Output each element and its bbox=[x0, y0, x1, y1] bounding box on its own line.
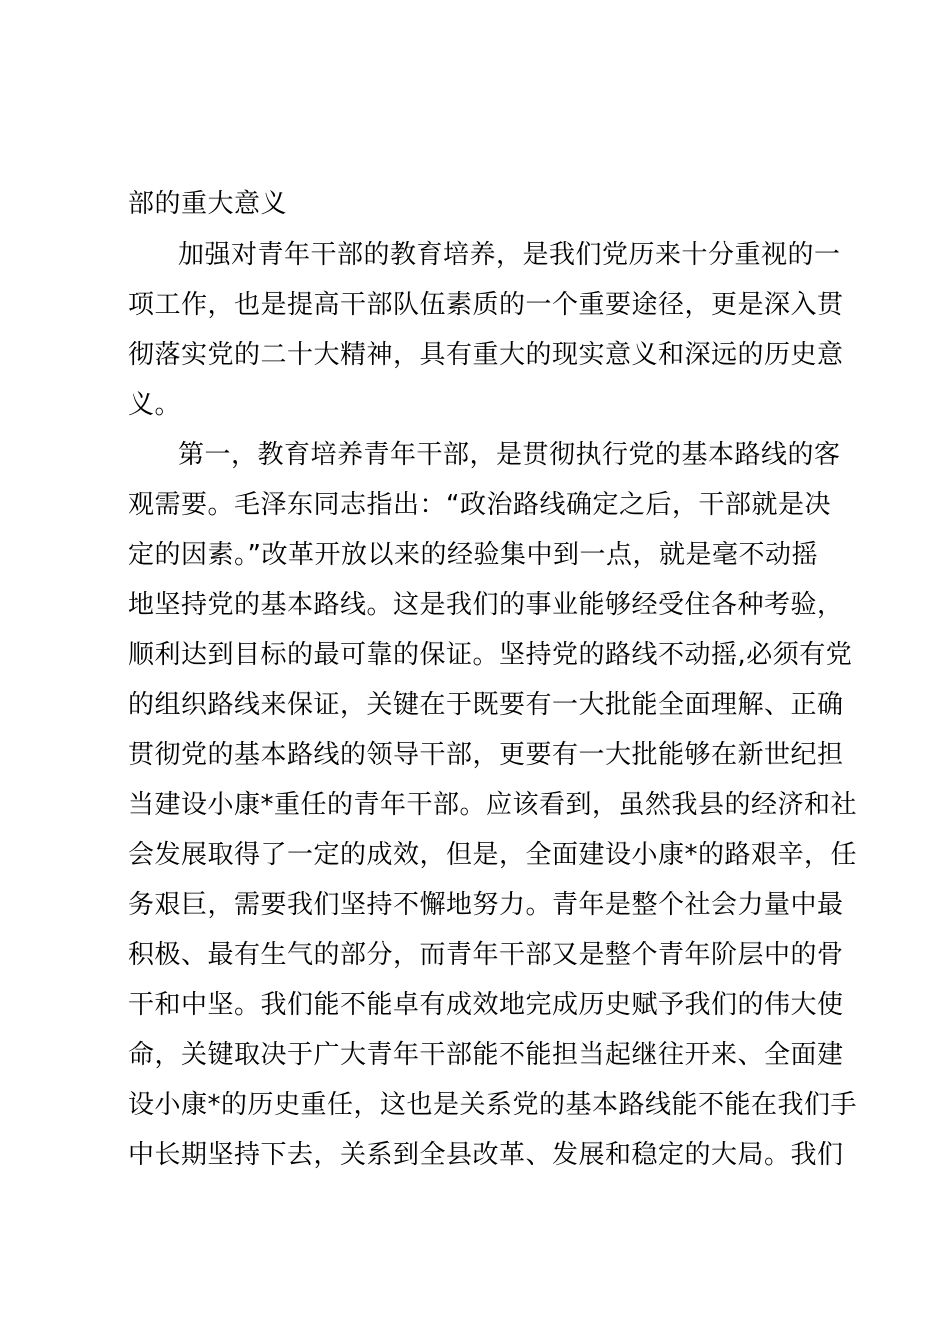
paragraph-line: 会发展取得了一定的成效，但是，全面建设小康*的路艰辛，任 bbox=[128, 840, 858, 870]
paragraph-line: 的组织路线来保证，关键在于既要有一大批能全面理解、正确 bbox=[128, 690, 844, 720]
paragraph-line: 贯彻党的基本路线的领导干部，更要有一大批能够在新世纪担 bbox=[128, 740, 844, 770]
paragraph-line: 积极、最有生气的部分，而青年干部又是整个青年阶层中的骨 bbox=[128, 940, 844, 970]
paragraph-line: 设小康*的历史重任，这也是关系党的基本路线能不能在我们手 bbox=[128, 1090, 858, 1120]
paragraph-line: 彻落实党的二十大精神，具有重大的现实意义和深远的历史意 bbox=[128, 340, 844, 370]
paragraph-line: 义。 bbox=[128, 390, 182, 420]
paragraph-line: 中长期坚持下去，关系到全县改革、发展和稳定的大局。我们 bbox=[128, 1140, 844, 1170]
paragraph-line: 观需要。毛泽东同志指出：“政治路线确定之后，干部就是决 bbox=[128, 490, 831, 520]
paragraph-line: 干和中坚。我们能不能卓有成效地完成历史赋予我们的伟大使 bbox=[128, 990, 844, 1020]
paragraph-line: 项工作，也是提高干部队伍素质的一个重要途径，更是深入贯 bbox=[128, 290, 844, 320]
paragraph-line: 加强对青年干部的教育培养，是我们党历来十分重视的一 bbox=[178, 240, 841, 270]
heading-continuation: 部的重大意义 bbox=[128, 189, 288, 219]
paragraph-line: 当建设小康*重任的青年干部。应该看到，虽然我县的经济和社 bbox=[128, 790, 858, 820]
paragraph-line: 顺利达到目标的最可靠的保证。坚持党的路线不动摇,必须有党 bbox=[128, 640, 853, 670]
paragraph-line: 命，关键取决于广大青年干部能不能担当起继往开来、全面建 bbox=[128, 1040, 844, 1070]
paragraph-line: 第一，教育培养青年干部，是贯彻执行党的基本路线的客 bbox=[178, 440, 841, 470]
paragraph-line: 务艰巨，需要我们坚持不懈地努力。青年是整个社会力量中最 bbox=[128, 890, 844, 920]
paragraph-line: 定的因素。”改革开放以来的经验集中到一点，就是毫不动摇 bbox=[128, 540, 818, 570]
paragraph-line: 地坚持党的基本路线。这是我们的事业能够经受住各种考验， bbox=[128, 590, 844, 620]
